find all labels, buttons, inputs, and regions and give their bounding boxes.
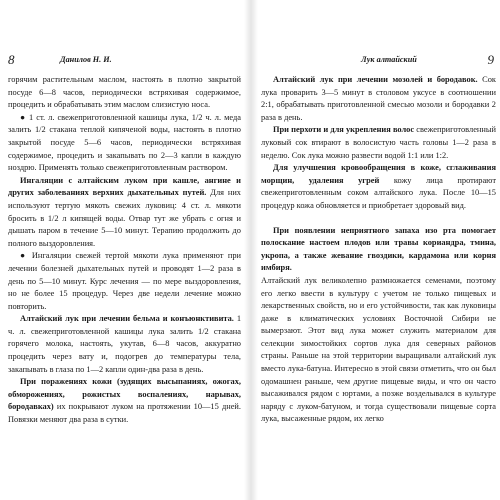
left-page-header <box>8 52 241 70</box>
right-page-header <box>261 52 496 70</box>
right-page-number: 9 <box>487 52 494 67</box>
paragraph <box>8 376 241 426</box>
paragraph-lead: Алтайский лук при лечении бельма и конъюнктивита. <box>20 314 234 324</box>
paragraph-text: их покрывают луком на протяжении 10—15 дней. Повязки меняют два раза в сутки. <box>8 402 241 425</box>
paragraph <box>261 124 496 162</box>
paragraph-lead: Алтайский лук при лечении мозолей и бородавок. <box>273 75 478 84</box>
right-page <box>261 52 496 426</box>
paragraph-text: Для них используют тертую мякоть свежих луковиц: 4 ст. л. мякоти бросить в 1/2 л кипящей воды. Отвар тут же убрать с огня и дышать паром в течение 5—10 минут. Терапию продолжить до полного выздоровления. <box>8 188 241 248</box>
paragraph-lead: Для улучшения кровообращения в коже, сглаживания морщин, удаления угрей <box>261 163 496 185</box>
paragraph-text: 1 ч. л. свежеприготовленной кашицы лука залить 1/2 стакана горячего молока, настоять, укутав, 6—8 часов, аккуратно процедить через вату и, подогрев до температуры тела, закапывать в глаза по 1—2 капли один-два раза в день. <box>8 314 242 374</box>
paragraph <box>8 74 241 112</box>
paragraph-text: Алтайский лук великолепно размножается семенами, поэтому его легко ввести в культуру с учетом не только пищевых и лекарственных свойств, но и его устойчивости, так как луковицы даже в климатических условиях Восточной Сибири не вымерзают. Этот вид лука может служить материалом для селекции зимостойких сортов лука для северных районов страны. Раньше на этой территории выращивали алтайский лук вместо лука-батуна. Интересно в этой связи отметить, что он был одомашнен раньше, чем другие пищевые виды, и что он часто высаживался рядом с юртами, а позже возделывался в культуре наряду с луком-батуном, и тогда существовали пищевые сорта лука, высаженные рядом, их легко <box>261 275 496 424</box>
paragraph <box>8 112 241 175</box>
paragraph <box>261 162 496 212</box>
right-running-head: Лук алтайский <box>361 55 417 64</box>
right-page-body <box>261 74 496 426</box>
paragraph-lead: При перхоти и для укрепления волос <box>273 125 415 135</box>
paragraph-text: ● 1 ст. л. свежеприготовленной кашицы лука, 1/2 ч. л. меда залить 1/2 стакана теплой кипяченой воды, настоять в плотно закрытой посуде 5—6 часов, периодически встряхивая содержимое, процедить и закапывать по 2—3 капли в каждую ноздрю. Применять только свежеприготовленным раствором. <box>8 112 241 173</box>
paragraph <box>8 250 241 313</box>
left-page-body <box>8 74 241 427</box>
paragraph-lead: При поражениях кожи (зудящих высыпаниях, ожогах, обморожениях, рожистых воспалениях, нарывах, бородавках) <box>8 377 241 412</box>
paragraph-gap <box>261 213 496 225</box>
left-page-number: 8 <box>8 52 15 67</box>
paragraph-text: ● Ингаляции свежей тертой мякоти лука применяют при лечении болезней дыхательных путей и проводят 1—2 раза в день по 5—10 минут. Курс лечения — по мере выздоровления, но не более 15 процедур. Через две недели лечение можно повторить. <box>8 251 241 311</box>
paragraph-lead: Ингаляции с алтайским луком при кашле, ангине и других заболеваниях верхних дыхательных путей. <box>8 175 241 198</box>
paragraph-text: кожу лица протирают свежеприготовленным соком алтайского лука. После 10—15 процедур кожа обновляется и приобретает здоровый вид. <box>261 175 496 210</box>
paragraph-text: Сок лука проварить 3—5 минут в столовом уксусе в соотношении 2:1, обрабатывать приготовленной смесью мозоли и бородавки 2 раза в день. <box>261 75 497 122</box>
paragraph <box>8 313 241 376</box>
gutter-shadow <box>244 0 258 500</box>
paragraph-lead: При появлении неприятного запаха изо рта помогает полоскание настоем плодов или травы кориандра, тмина, укропа, а также жевание гвоздики, кардамона или корня имбиря. <box>261 225 496 273</box>
paragraph <box>261 74 496 124</box>
left-page <box>8 52 241 427</box>
paragraph <box>261 275 496 426</box>
left-running-head: Данилов Н. И. <box>60 55 112 64</box>
paragraph <box>8 175 241 251</box>
paragraph-text: горячим растительным маслом, настоять в плотно закрытой посуде 6—8 часов, периодически встряхивая содержимое, процедить и обрабатывать этим маслом слизистую носа. <box>8 75 241 110</box>
paragraph <box>261 225 496 275</box>
paragraph-text: свежеприготовленный луковый сок втирают в волосистую часть головы 1—2 раза в неделю. Сок лука можно развести водой 1:1 или 1:2. <box>261 125 496 160</box>
